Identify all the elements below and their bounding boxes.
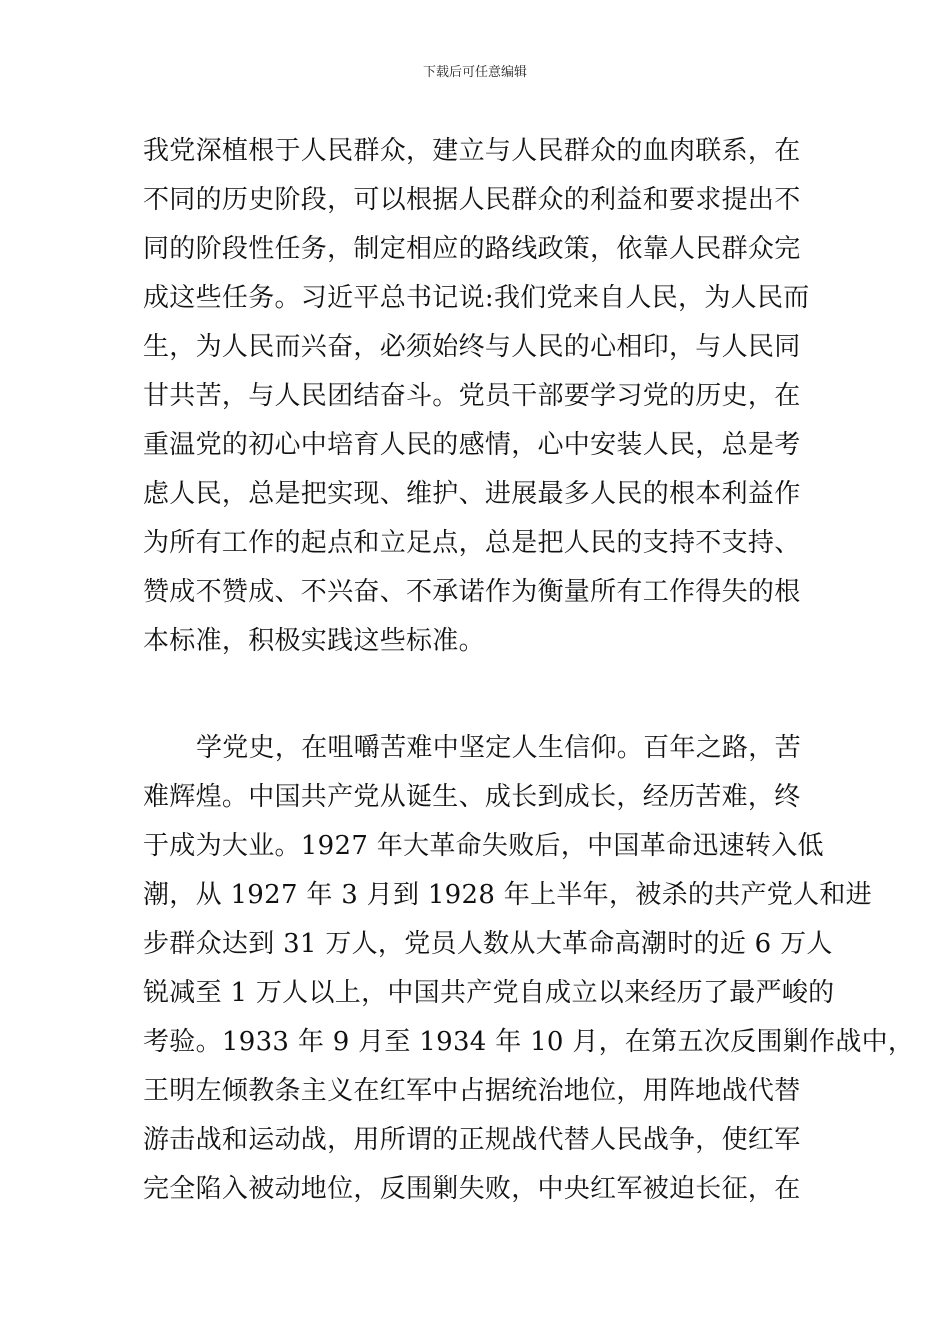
paragraph-line: 成这些任务。习近平总书记说:我们党来自人民，为人民而: [143, 283, 810, 313]
paragraph-line: 潮，从 1927 年 3 月到 1928 年上半年，被杀的共产党人和进: [143, 880, 872, 910]
paragraph-line: 赞成不赞成、不兴奋、不承诺作为衡量所有工作得失的根: [143, 577, 801, 607]
paragraph-line: 同的阶段性任务，制定相应的路线政策，依靠人民群众完: [143, 234, 801, 264]
paragraph-line: 步群众达到 31 万人，党员人数从大革命高潮时的近 6 万人: [143, 929, 833, 959]
paragraph-line: 于成为大业。1927 年大革命失败后，中国革命迅速转入低: [143, 831, 824, 861]
paragraph-line: 王明左倾教条主义在红军中占据统治地位，用阵地战代替: [143, 1076, 801, 1106]
paragraph-line: 甘共苦，与人民团结奋斗。党员干部要学习党的历史，在: [143, 381, 801, 411]
paragraph-line: 重温党的初心中培育人民的感情，心中安装人民，总是考: [143, 430, 801, 460]
paragraph-line: 学党史，在咀嚼苦难中坚定人生信仰。百年之路，苦: [196, 733, 801, 763]
paragraph-line: 完全陷入被动地位，反围剿失败，中央红军被迫长征，在: [143, 1174, 801, 1204]
paragraph-line: 难辉煌。中国共产党从诞生、成长到成长，经历苦难，终: [143, 782, 801, 812]
paragraph-line: 考验。1933 年 9 月至 1934 年 10 月，在第五次反围剿作战中，: [143, 1027, 915, 1057]
paragraph-line: 我党深植根于人民群众，建立与人民群众的血肉联系，在: [143, 136, 801, 166]
paragraph-line: 不同的历史阶段，可以根据人民群众的利益和要求提出不: [143, 185, 801, 215]
page-header-note: 下载后可任意编辑: [422, 65, 527, 80]
paragraph-line: 生，为人民而兴奋，必须始终与人民的心相印，与人民同: [143, 332, 801, 362]
paragraph-line: 锐减至 1 万人以上，中国共产党自成立以来经历了最严峻的: [143, 978, 835, 1008]
paragraph-line: 本标准，积极实践这些标准。: [143, 626, 485, 656]
paragraph-line: 游击战和运动战，用所谓的正规战代替人民战争，使红军: [143, 1125, 801, 1155]
paragraph-line: 为所有工作的起点和立足点，总是把人民的支持不支持、: [143, 528, 801, 558]
paragraph-line: 虑人民，总是把实现、维护、进展最多人民的根本利益作: [143, 479, 801, 509]
